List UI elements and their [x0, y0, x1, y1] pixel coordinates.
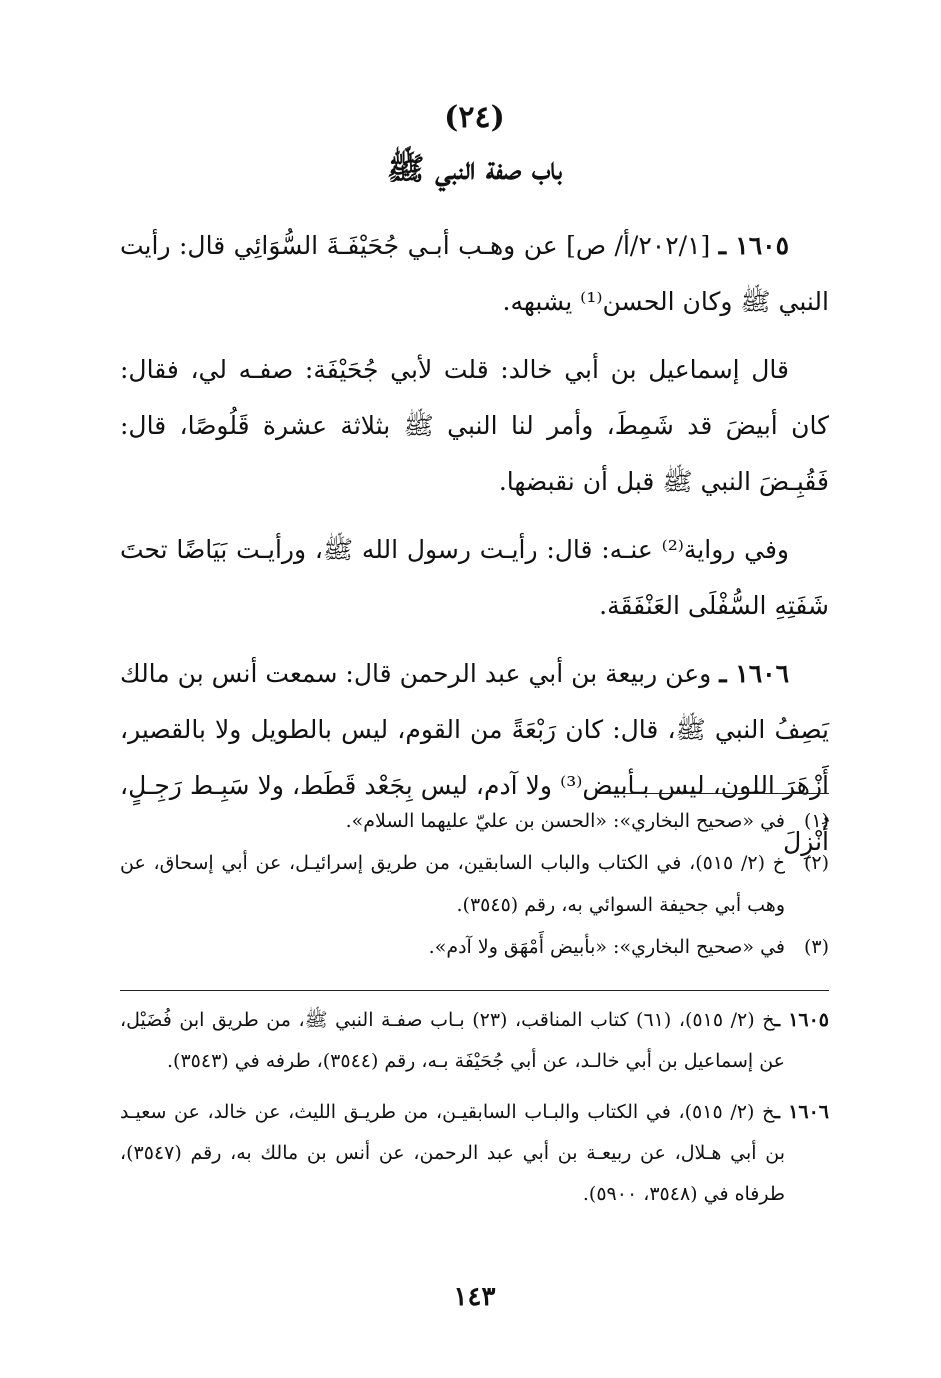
footnote-number: (١) [803, 810, 829, 832]
paragraph-another-narration [120, 522, 829, 634]
footnote-item [120, 842, 829, 926]
takhrij-notes [120, 1000, 829, 1225]
page-number: ١٤٣ [453, 1282, 496, 1312]
paragraph-ismail-narration [120, 342, 829, 510]
paragraph-text: وفي رواية⁽²⁾ عنـه: قال: رأيـت رسول الله ﷺ، ورأيـت بَيَاضًا تحتَ شَفَتِهِ السُّفْلَى العَنْفَقَة. [120, 535, 829, 620]
hadith-number: ١٦٠٥ ـ [718, 231, 789, 260]
footnote-number: (٢) [803, 852, 829, 874]
book-page [120, 0, 829, 1378]
footnote-item [120, 800, 829, 842]
footnote-number: (٣) [803, 936, 829, 958]
takhrij-text: خ (٢/ ٥١٥)، في الكتاب والبـاب السابقيـن، من طريـق الليث، عن خالد، عن سعيـد بن أبي هـلال، عن ربيعـة بن أبي عبد الرحمن، عن أنس بن مالك به، رقم (٣٥٤٧)، طرفاه في (٣٥٤٨، ٥٩٠٠). [120, 1101, 785, 1205]
takhrij-separator [120, 990, 829, 991]
chapter-number: (٢٤) [444, 100, 505, 135]
paragraph-hadith-1605 [120, 218, 829, 330]
takhrij-entry [120, 1092, 829, 1215]
takhrij-text: خ (٢/ ٥١٥)، (٦١) كتاب المناقب، (٢٣) بـاب صفـة النبي ﷺ، من طريق ابن فُضَيْل، عن إسماعيل بن أبي خالـد، عن أبي جُحَيْفَة بـه، رقم (٣٥٤٤)، طرفه في (٣٥٤٣). [120, 1009, 785, 1072]
hadith-number: ١٦٠٦ ـ [719, 659, 789, 688]
paragraph-text: وعن ربيعة بن أبي عبد الرحمن قال: سمعت أنس بن مالك يَصِفُ النبي ﷺ، قال: كان رَبْعَةً من القوم، ليس بالطويل ولا بالقصير، أَزْهَرَ اللون، ليس بـأبيض⁽³⁾ ولا آدم، ليس بِجَعْد قَطَط، ولا سَبِـط رَجِـلٍ، أُنْزِلَ [120, 659, 829, 856]
takhrij-number: ١٦٠٥ ـ [774, 1009, 830, 1031]
footnote-text: في «صحيح البخاري»: «بأبيض أَمْهَق ولا آدم». [428, 936, 785, 958]
main-text [120, 218, 829, 882]
chapter-title: باب صفة النبي ﷺ [387, 151, 562, 187]
paragraph-text: [٢٠٢/١/أ/ ص] عن وهـب أبـي جُحَيْفَـةَ السُّوَائِي قال: رأيت النبي ﷺ وكان الحسن⁽¹⁾ يشبهه. [120, 231, 829, 316]
footnote-text: خ (٢/ ٥١٥)، في الكتاب والباب السابقين، من طريق إسرائيـل، عن أبي إسحاق، عن وهب أبي جحيفة السوائي به، رقم (٣٥٤٥). [120, 852, 785, 916]
footnote-item [120, 926, 829, 968]
takhrij-number: ١٦٠٦ ـ [774, 1101, 830, 1123]
footnotes [120, 800, 829, 968]
footnote-divider [601, 793, 829, 794]
paragraph-text: قال إسماعيل بن أبي خالد: قلت لأبي جُحَيْفَة: صفـه لي، فقال: كان أبيضَ قد شَمِطَ، وأمر لنا النبي ﷺ بثلاثة عشرة قَلُوصًا، قال: فَقُبِـضَ النبي ﷺ قبل أن نقبضها. [120, 355, 829, 496]
takhrij-entry [120, 1000, 829, 1082]
footnote-text: في «صحيح البخاري»: «الحسن بن عليّ عليهما السلام». [345, 810, 785, 832]
